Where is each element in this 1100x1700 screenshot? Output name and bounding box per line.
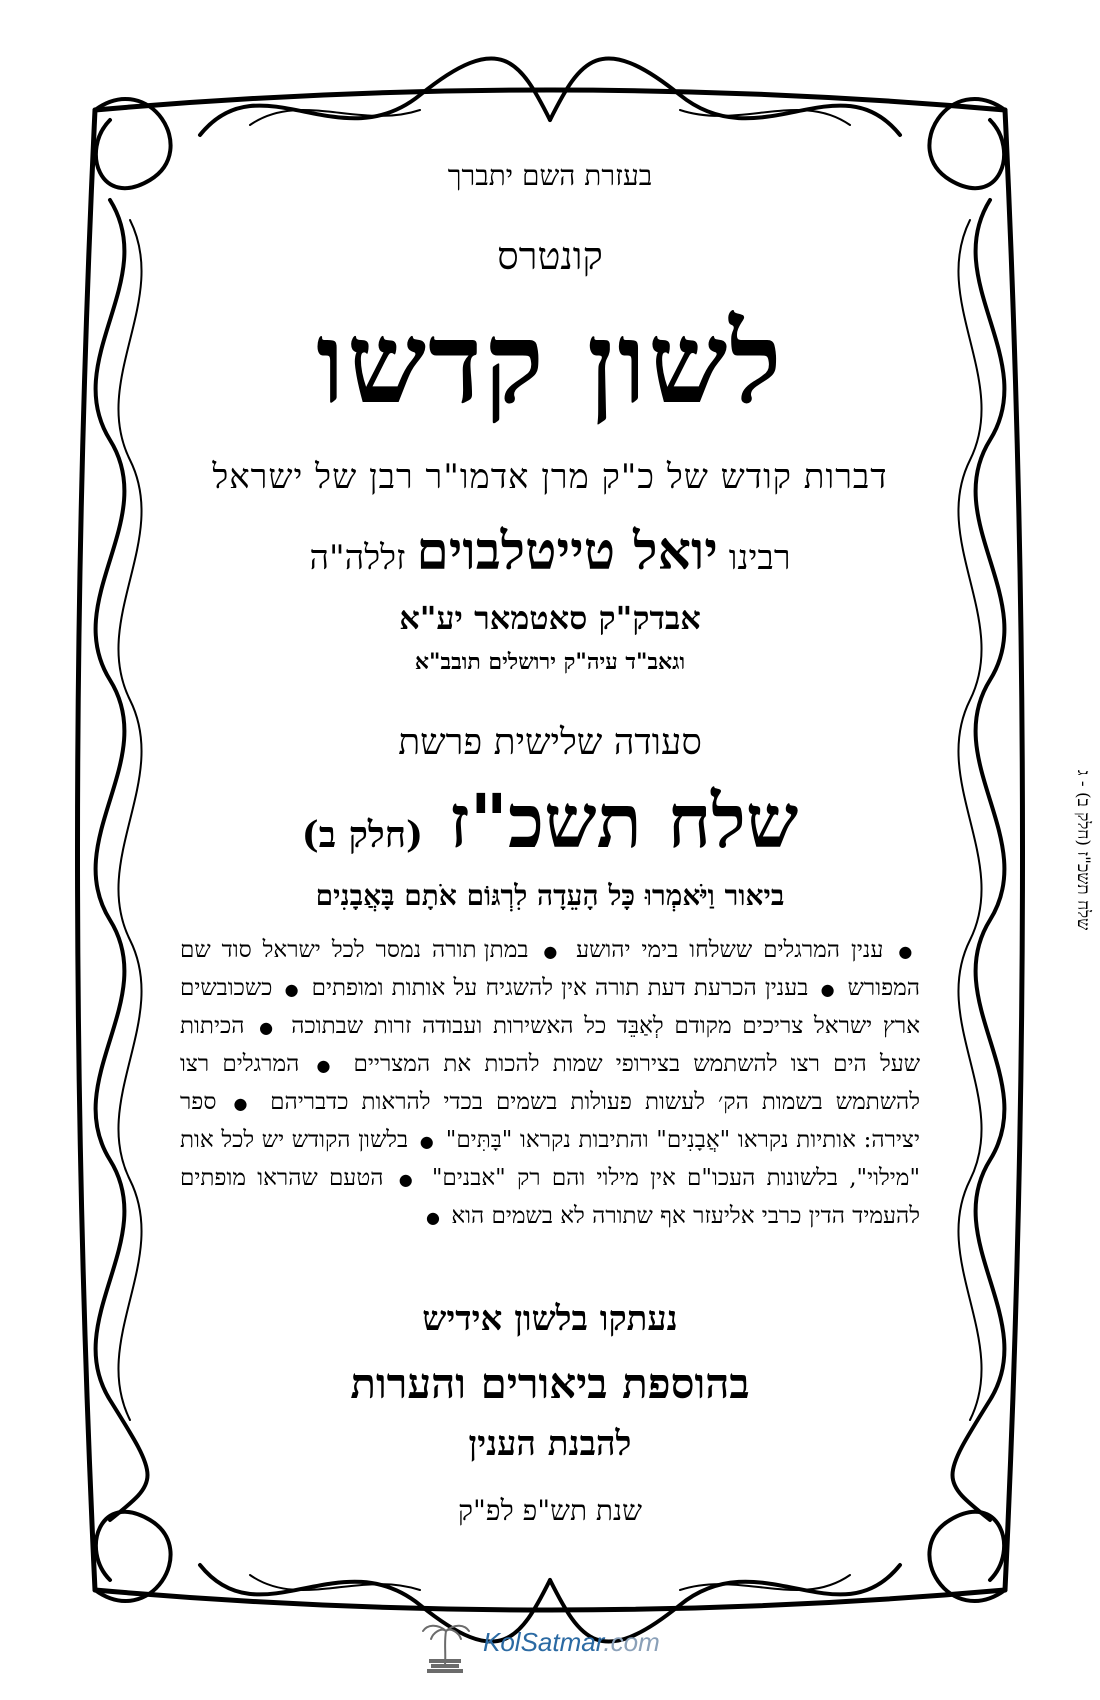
summary-item: בענין הכרעת דעת תורה אין להשגיח על אותות ומופתים (311, 975, 809, 1001)
part-label: (חלק ב) (301, 814, 424, 856)
bullet-icon: ● (426, 1208, 440, 1227)
bullet-icon: ● (543, 942, 562, 961)
translated-line: נעתקו בלשון אידיש (422, 1299, 678, 1339)
author-title-2: וגאב"ד עיה"ק ירושלים תובב"א (414, 649, 686, 675)
parsha-heading (200, 780, 900, 865)
summary-item: המרגלים רצו להשתמש בשמות הק׳ לעשות פעולות בשמים בכדי להראות כדבריהם (180, 1051, 921, 1115)
logo-domain: .com (603, 1627, 660, 1657)
logo-wordmark (483, 1627, 660, 1658)
bullet-icon: ● (316, 1056, 337, 1075)
author-intro: דברות קודש של כ"ק מרן אדמו"ר רבן של ישראל (212, 457, 888, 497)
year-line: שנת תש"פ לפ"ק (458, 1494, 642, 1527)
bullet-icon: ● (419, 1132, 435, 1151)
running-head (1068, 720, 1098, 980)
author-title-1: אבדק"ק סאטמאר יע"א (399, 599, 701, 637)
running-head-text: שלח תשכ"ז (חלק ב) - ג (1073, 769, 1093, 931)
summary-item: הכיתות שעל הים רצו להשתמש בצירופי שמות להכות את המצריים (180, 1013, 921, 1077)
header-blessing: בעזרת השם יתברך (447, 159, 653, 192)
summary-item: הטעם שהראו מופתים להעמיד הדין כרבי אליעזר אף שתורה לא בשמים הוא (180, 1165, 920, 1229)
bullet-icon: ● (398, 1170, 417, 1189)
bullet-icon: ● (233, 1094, 254, 1113)
main-title: לשון קדשו (316, 298, 784, 429)
summary-item: ספר יצירה: אותיות נקראו "אֲבָנִים" והתיבות נקראו "בָּתִּים" (180, 1089, 921, 1153)
subject-line: ביאור וַיֹּאמְרוּ כָּל הָעֵדָה לִרְגּוֹם אֹתָם בָּאֲבָנִים (315, 879, 785, 912)
parsha-year: שלח תשכ"ז (448, 779, 799, 865)
summary-item: בלשון הקודש יש לכל אות "מילוי", בלשונות העכו"ם אין מילוי והם רק "אבנים" (180, 1127, 921, 1191)
bullet-icon: ● (259, 1018, 277, 1037)
author-suffix: זללה"ה (309, 538, 406, 578)
author-prefix: רבינו (728, 538, 791, 578)
summary-item: כשכובשים ארץ ישראל צריכים מקודם לְאַבֵּד כל האשירות ועבודה זרות שבתוכה (180, 975, 920, 1039)
summary-item: במתן תורה נמסר לכל ישראל סוד שם המפורש (180, 937, 920, 1001)
bullet-icon: ● (284, 980, 300, 999)
palm-tree-books-icon (415, 1615, 475, 1675)
purpose-line: להבנת הענין (468, 1424, 632, 1464)
summary-paragraph (180, 932, 920, 1236)
summary-item: ענין המרגלים ששלחו בימי יהושע (576, 937, 884, 963)
bullet-icon: ● (898, 942, 917, 961)
additions-line: בהוספת ביאורים והערות (350, 1359, 750, 1408)
kuntres-label: קונטרס (497, 234, 603, 278)
occasion: סעודה שלישית פרשת (398, 722, 702, 763)
author-name: יואל טייטלבוים (416, 521, 718, 582)
logo-brand: KolSatmar (483, 1627, 604, 1657)
bullet-icon: ● (820, 980, 836, 999)
author-line (200, 522, 900, 582)
kolsatmar-logo[interactable] (415, 1615, 715, 1675)
